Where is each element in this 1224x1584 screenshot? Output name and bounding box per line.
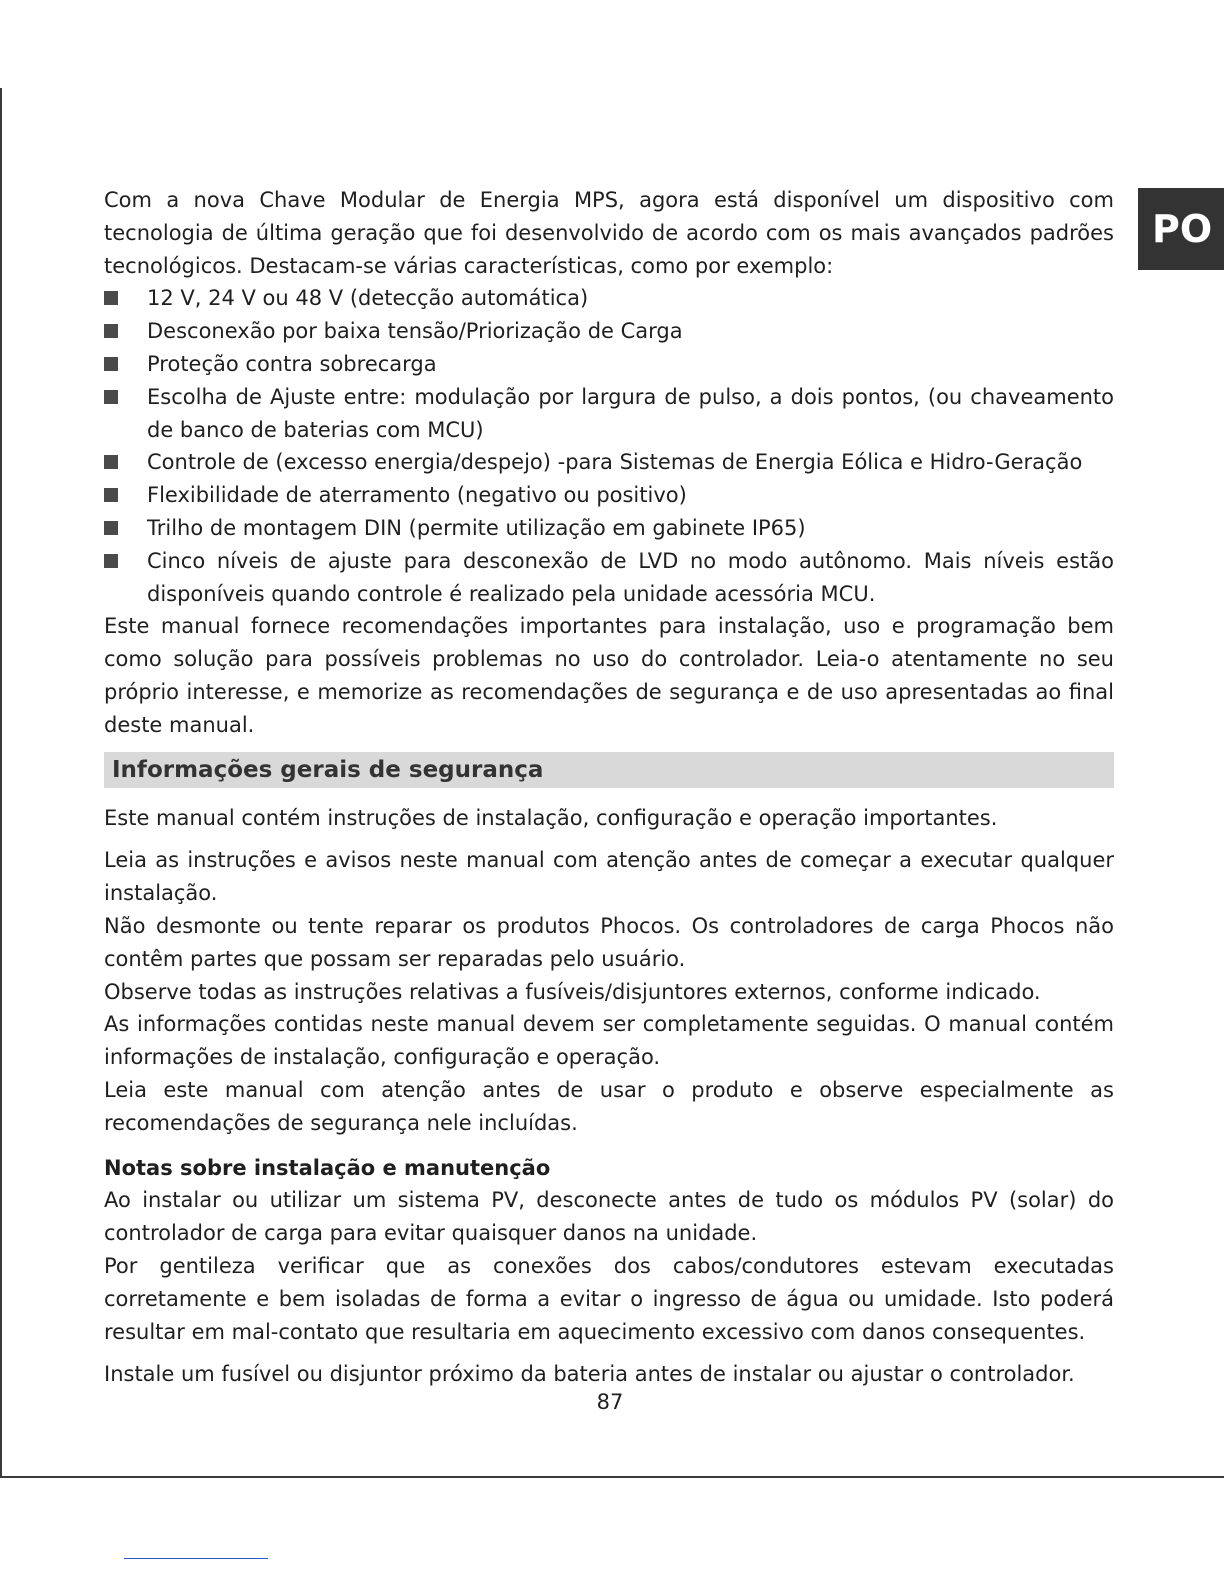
feature-text: Trilho de montagem DIN (permite utilização em gabinete IP65) (147, 515, 806, 540)
installation-paragraph: Por gentileza verificar que as conexões dos cabos/condutores estevam executadas corretamente e bem isoladas de forma a evitar o ingresso de água ou umidade. Isto poderá resultar em mal-contato que resultaria em aquecimento excessivo com danos consequentes. (104, 1253, 1114, 1344)
square-bullet-icon (104, 455, 118, 469)
installation-paragraph: Instale um fusível ou disjuntor próximo da bateria antes de instalar ou ajustar o controlador. (104, 1362, 1075, 1387)
feature-text: Proteção contra sobrecarga (147, 351, 437, 376)
feature-text: 12 V, 24 V ou 48 V (detecção automática) (147, 286, 589, 311)
bottom-page-rule (0, 1476, 1224, 1478)
feature-text: Flexibilidade de aterramento (negativo ou positivo) (147, 483, 687, 508)
feature-item (104, 446, 1114, 479)
square-bullet-icon (104, 324, 118, 338)
feature-list (104, 282, 1114, 610)
square-bullet-icon (104, 521, 118, 535)
square-bullet-icon (104, 390, 118, 404)
footer-short-line (124, 1558, 268, 1559)
feature-item (104, 348, 1114, 381)
left-margin-rule (0, 88, 2, 1478)
installation-subheading: Notas sobre instalação e manutenção (104, 1155, 551, 1180)
square-bullet-icon (104, 488, 118, 502)
feature-item (104, 381, 1114, 447)
feature-item (104, 479, 1114, 512)
page-content (104, 184, 1114, 1391)
safety-paragraph: Não desmonte ou tente reparar os produtos Phocos. Os controladores de carga Phocos não contêm partes que possam ser reparadas pelo usuário. (104, 913, 1114, 971)
square-bullet-icon (104, 554, 118, 568)
feature-text: Controle de (excesso energia/despejo) -para Sistemas de Energia Eólica e Hidro-Geração (147, 450, 1083, 475)
installation-paragraph: Ao instalar ou utilizar um sistema PV, desconecte antes de tudo os módulos PV (solar) do controlador de carga para evitar quaisquer danos na unidade. (104, 1188, 1114, 1246)
safety-paragraph: Leia este manual com atenção antes de usar o produto e observe especialmente as recomendações de segurança nele incluídas. (104, 1077, 1114, 1135)
safety-paragraph: Leia as instruções e avisos neste manual com atenção antes de começar a executar qualquer instalação. (104, 848, 1114, 906)
square-bullet-icon (104, 291, 118, 305)
safety-paragraph: As informações contidas neste manual devem ser completamente seguidas. O manual contém informações de instalação, configuração e operação. (104, 1012, 1114, 1070)
feature-item (104, 315, 1114, 348)
feature-item (104, 512, 1114, 545)
feature-text: Escolha de Ajuste entre: modulação por largura de pulso, a dois pontos, (ou chaveamento de banco de baterias com MCU) (147, 384, 1114, 442)
feature-item (104, 282, 1114, 315)
feature-item (104, 545, 1114, 611)
safety-paragraph: Este manual contém instruções de instalação, configuração e operação importantes. (104, 805, 998, 830)
language-tab: PO (1138, 188, 1224, 270)
feature-text: Desconexão por baixa tensão/Priorização de Carga (147, 319, 683, 344)
manual-note-paragraph: Este manual fornece recomendações importantes para instalação, uso e programação bem como solução para possíveis problemas no uso do controlador. Leia-o atentamente no seu próprio interesse, e memorize as recomendações de segurança e de uso apresentadas ao final deste manual. (104, 614, 1114, 737)
feature-text: Cinco níveis de ajuste para desconexão de LVD no modo autônomo. Mais níveis estão disponíveis quando controle é realizado pela unidade acessória MCU. (147, 548, 1114, 606)
safety-section-heading: Informações gerais de segurança (104, 752, 1114, 788)
safety-paragraph: Observe todas as instruções relativas a fusíveis/disjuntores externos, conforme indicado. (104, 979, 1041, 1004)
intro-paragraph: Com a nova Chave Modular de Energia MPS, agora está disponível um dispositivo com tecnologia de última geração que foi desenvolvido de acordo com os mais avançados padrões tecnológicos. Destacam-se várias características, como por exemplo: (104, 188, 1114, 278)
page-number: 87 (596, 1390, 624, 1414)
square-bullet-icon (104, 357, 118, 371)
